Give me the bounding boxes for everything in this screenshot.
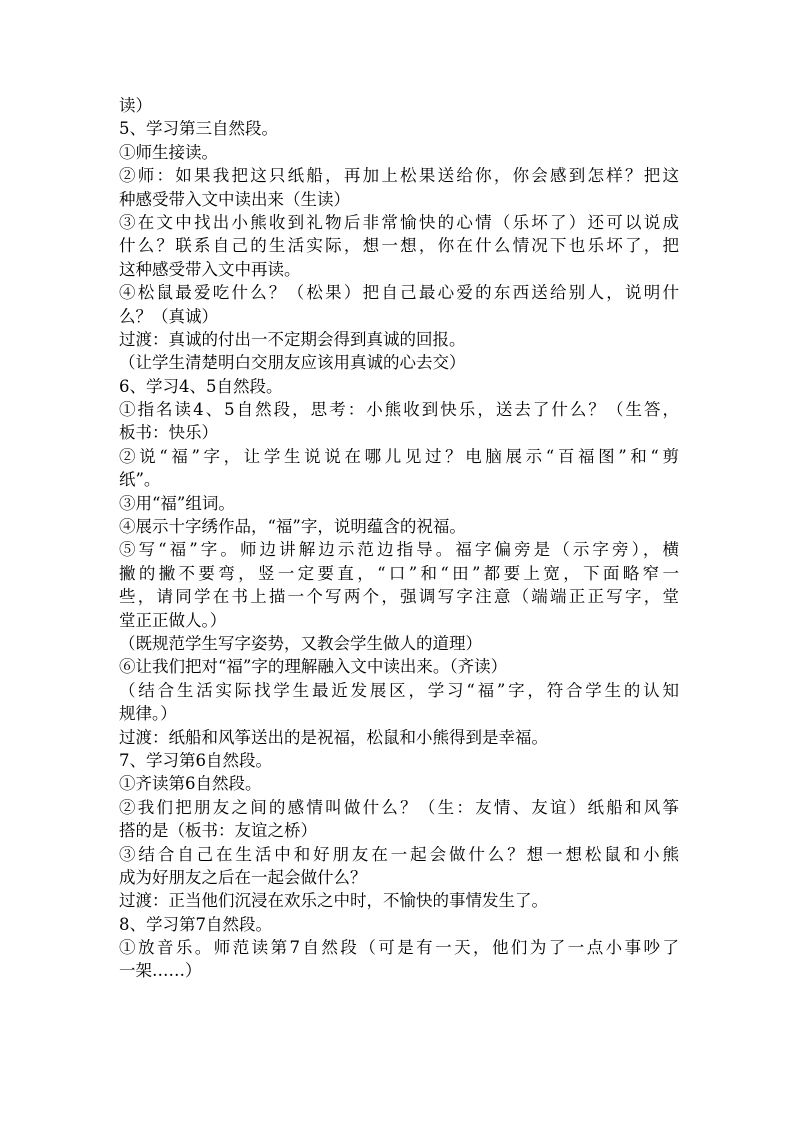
text-line: （让学生清楚明白交朋友应该用真诚的心去交） — [119, 353, 466, 373]
text-line: （既规范学生写字姿势，又教会学生做人的道理） — [119, 633, 482, 653]
text-line: ④松鼠最爱吃什么？（松果）把自己最心爱的东西送给别人，说明什 — [119, 283, 679, 303]
text-line: 过渡：纸船和风筝送出的是祝福，松鼠和小熊得到是幸福。 — [119, 727, 548, 747]
text-line: 种感受带入文中读出来（生读） — [119, 189, 350, 209]
text-line: 搭的是（板书：友谊之桥） — [119, 821, 317, 841]
text-line: 么？（真诚） — [119, 306, 218, 326]
text-line: 些，请同学在书上描一个写两个，强调写字注意（端端正正写字，堂 — [119, 587, 679, 607]
text-line: 过渡：真诚的付出一不定期会得到真诚的回报。 — [119, 329, 466, 349]
text-line: 7、学习第6自然段。 — [119, 750, 272, 770]
document-page — [119, 94, 679, 983]
text-line: ⑥让我们把对“福”字的理解融入文中读出来。（齐读） — [119, 657, 508, 677]
text-line: ①齐读第6自然段。 — [119, 774, 262, 794]
text-line: 6、学习4、5自然段。 — [119, 376, 283, 396]
text-line: 5、学习第三自然段。 — [119, 119, 278, 139]
text-line: ①指名读4、5自然段，思考：小熊收到快乐，送去了什么？（生答， — [119, 400, 679, 420]
text-line: 8、学习第7自然段。 — [119, 914, 272, 934]
text-line: ⑤写“福”字。师边讲解边示范边指导。福字偏旁是（示字旁），横 — [119, 540, 679, 560]
text-line: 规律。） — [119, 704, 177, 724]
text-line: 一架……） — [119, 961, 202, 981]
text-line: ②说“福”字，让学生说说在哪儿见过？电脑展示“百福图”和“剪 — [119, 446, 679, 466]
text-line: 堂正正做人。） — [119, 610, 227, 630]
text-line: 纸”。 — [119, 470, 161, 490]
text-line: ②师：如果我把这只纸船，再加上松果送给你，你会感到怎样？把这 — [119, 166, 679, 186]
text-line: 这种感受带入文中再读。 — [119, 259, 301, 279]
text-line: ②我们把朋友之间的感情叫做什么？（生：友情、友谊）纸船和风筝 — [119, 797, 679, 817]
text-line: ④展示十字绣作品，“福”字，说明蕴含的祝福。 — [119, 517, 466, 537]
text-line: 什么？联系自己的生活实际，想一想，你在什么情况下也乐坏了，把 — [119, 236, 679, 256]
text-line: ①放音乐。师范读第7自然段（可是有一天，他们为了一点小事吵了 — [119, 938, 679, 958]
text-line: ③用“福”组词。 — [119, 493, 235, 513]
text-line: 读） — [119, 96, 152, 115]
text-line: 板书：快乐） — [119, 423, 218, 443]
text-line: ①师生接读。 — [119, 142, 218, 162]
text-line: ③结合自己在生活中和好朋友在一起会做什么？想一想松鼠和小熊 — [119, 844, 679, 864]
text-line: ③在文中找出小熊收到礼物后非常愉快的心情（乐坏了）还可以说成 — [119, 212, 679, 232]
text-line: 过渡：正当他们沉浸在欢乐之中时，不愉快的事情发生了。 — [119, 891, 548, 911]
text-line: 成为好朋友之后在一起会做什么？ — [119, 867, 367, 887]
text-line: （结合生活实际找学生最近发展区，学习“福”字，符合学生的认知 — [119, 680, 679, 700]
text-line: 撇的撇不要弯，竖一定要直，“口”和“田”都要上宽，下面略窄一 — [119, 563, 679, 583]
